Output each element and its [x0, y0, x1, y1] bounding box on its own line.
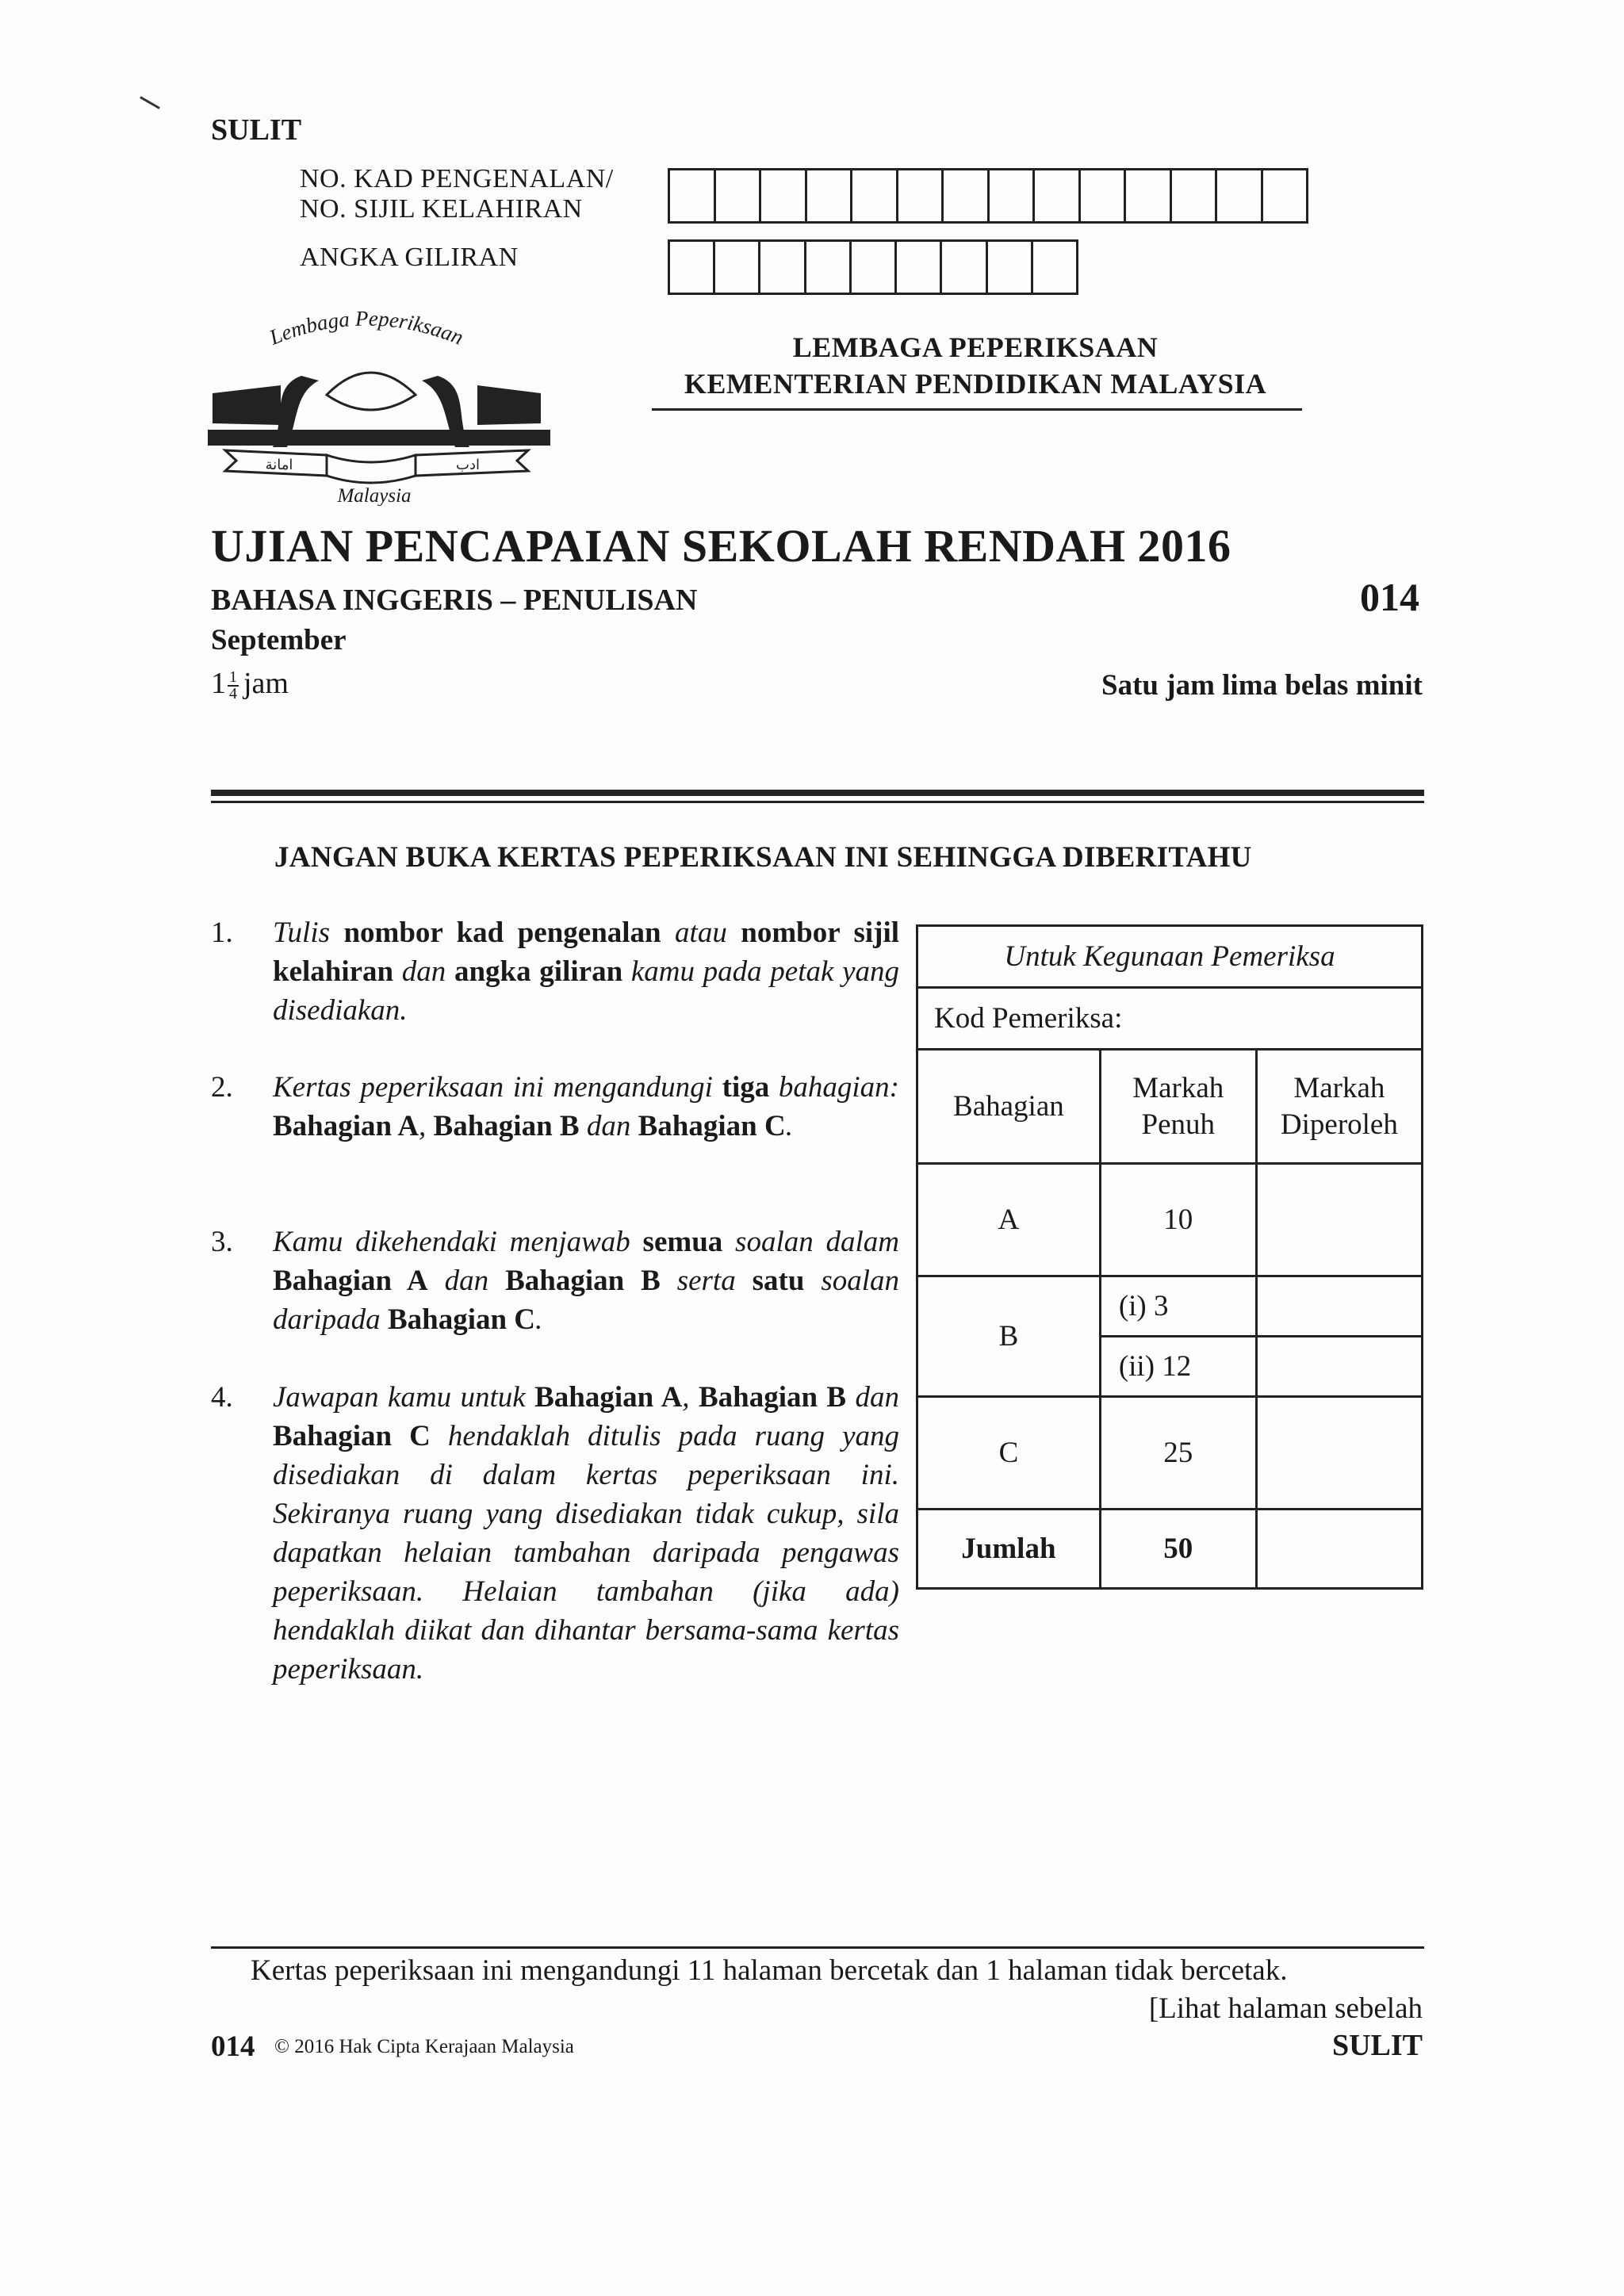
- logo-ribbon-center: [327, 455, 416, 483]
- section-c-label: C: [917, 1397, 1101, 1510]
- index-digit-box[interactable]: [988, 242, 1033, 293]
- instruction-number: 4.: [211, 1381, 233, 1414]
- logo-right-block: [477, 385, 541, 425]
- classification-bottom: SULIT: [1331, 2029, 1423, 2062]
- index-digit-box[interactable]: [1033, 242, 1076, 293]
- do-not-open-warning: JANGAN BUKA KERTAS PEPERIKSAAN INI SEHINGGA DIBERITAHU: [274, 841, 1252, 874]
- footer-divider: [211, 1946, 1424, 1949]
- id-digit-box[interactable]: [1217, 170, 1263, 221]
- examiner-marks-table: [916, 924, 1423, 1590]
- section-a-full-marks: 10: [1100, 1164, 1256, 1276]
- logo-base-bar: [208, 430, 550, 446]
- index-digit-box[interactable]: [760, 242, 806, 293]
- section-b-label: B: [917, 1276, 1101, 1397]
- index-digit-box[interactable]: [806, 242, 852, 293]
- section-a-label: A: [917, 1164, 1101, 1276]
- logo-bottom-text: Malaysia: [337, 485, 412, 506]
- logo-ribbon-left-text: امانة: [265, 457, 293, 473]
- duration-whole: 1: [211, 667, 226, 700]
- id-digit-box[interactable]: [898, 170, 944, 221]
- section-b-i-marks-obtained[interactable]: [1256, 1276, 1422, 1337]
- exam-board-logo: [208, 300, 557, 506]
- duration-numerator: 1: [229, 668, 237, 687]
- table-title: Untuk Kegunaan Pemeriksa: [917, 926, 1423, 988]
- id-digit-box[interactable]: [1263, 170, 1307, 221]
- col-header-section: Bahagian: [917, 1050, 1101, 1164]
- id-digit-box[interactable]: [807, 170, 853, 221]
- index-digit-box[interactable]: [942, 242, 987, 293]
- exam-duration: [211, 666, 289, 702]
- classification-top: SULIT: [211, 113, 302, 147]
- exam-title: UJIAN PENCAPAIAN SEKOLAH RENDAH 2016: [211, 520, 1231, 572]
- id-digit-box[interactable]: [944, 170, 990, 221]
- exam-board-line2: KEMENTERIAN PENDIDIKAN MALAYSIA: [684, 367, 1267, 400]
- exam-board-underline: [652, 408, 1302, 411]
- header-divider-thick: [211, 790, 1424, 796]
- index-number-label: ANGKA GILIRAN: [300, 243, 519, 272]
- id-digit-box[interactable]: [670, 170, 716, 221]
- logo-ribbon-right-text: ادب: [456, 457, 480, 473]
- total-full-marks: 50: [1100, 1510, 1256, 1589]
- paper-code: 014: [1360, 575, 1419, 619]
- scan-corner-mark: [140, 96, 160, 109]
- id-digit-box[interactable]: [761, 170, 807, 221]
- exam-month: September: [211, 624, 347, 656]
- page-count-note: Kertas peperiksaan ini mengandungi 11 halaman bercetak dan 1 halaman tidak bercetak.: [251, 1954, 1288, 1987]
- instruction-text: Tulis nombor kad pengenalan atau nombor sijil kelahiran dan angka giliran kamu pada petak yang disediakan.: [273, 916, 900, 1027]
- id-digit-box[interactable]: [1126, 170, 1172, 221]
- instruction-text: Kamu dikehendaki menjawab semua soalan dalam Bahagian A dan Bahagian B serta satu soalan daripada Bahagian C.: [273, 1226, 900, 1336]
- copyright-notice: © 2016 Hak Cipta Kerajaan Malaysia: [274, 2036, 574, 2057]
- index-digit-box[interactable]: [852, 242, 897, 293]
- see-next-page-note: [Lihat halaman sebelah: [1148, 1992, 1423, 2025]
- section-b-i-full-marks: (i) 3: [1100, 1276, 1256, 1337]
- logo-arc-text: Lembaga Peperiksaan: [266, 306, 467, 350]
- exam-board-name: [650, 330, 1300, 402]
- section-b-ii-marks-obtained[interactable]: [1256, 1337, 1422, 1397]
- instruction-number: 2.: [211, 1071, 233, 1104]
- section-b-ii-full-marks: (ii) 12: [1100, 1337, 1256, 1397]
- logo-center-emblem: [327, 373, 416, 410]
- duration-denominator: 4: [229, 685, 237, 703]
- id-digit-box[interactable]: [990, 170, 1036, 221]
- section-c-marks-obtained[interactable]: [1256, 1397, 1422, 1510]
- instruction-number: 1.: [211, 916, 233, 949]
- col-header-marks-obtained: Markah Diperoleh: [1256, 1050, 1422, 1164]
- index-digit-box[interactable]: [715, 242, 760, 293]
- exam-board-line1: LEMBAGA PEPERIKSAAN: [792, 331, 1159, 363]
- id-digit-box[interactable]: [1081, 170, 1127, 221]
- footer-paper-code: 014: [211, 2030, 255, 2063]
- index-digit-box[interactable]: [897, 242, 942, 293]
- instruction-number: 3.: [211, 1226, 233, 1258]
- index-number-input-boxes[interactable]: [668, 239, 1078, 295]
- duration-fraction: [228, 670, 239, 702]
- duration-in-words: Satu jam lima belas minit: [1101, 669, 1423, 702]
- col-header-full-marks: Markah Penuh: [1100, 1050, 1256, 1164]
- instruction-text: Jawapan kamu untuk Bahagian A, Bahagian B dan Bahagian C hendaklah ditulis pada ruang yang disediakan di dalam kertas peperiksaan ini. Sekiranya ruang yang disediakan tidak cukup, sila dapatkan helaian tambahan daripada pengawas peperiksaan. Helaian tambahan (jika ada) hendaklah diikat dan dihantar bersama-sama kertas peperiksaan.: [273, 1381, 900, 1686]
- id-digit-box[interactable]: [1035, 170, 1081, 221]
- header-divider-thin: [211, 801, 1424, 803]
- total-label: Jumlah: [917, 1510, 1101, 1589]
- id-number-label-line2: NO. SIJIL KELAHIRAN: [300, 194, 583, 224]
- instruction-text: Kertas peperiksaan ini mengandungi tiga bahagian: Bahagian A, Bahagian B dan Bahagian C.: [273, 1071, 899, 1142]
- total-marks-obtained[interactable]: [1256, 1510, 1422, 1589]
- id-digit-box[interactable]: [852, 170, 898, 221]
- section-c-full-marks: 25: [1100, 1397, 1256, 1510]
- duration-unit: jam: [243, 667, 289, 700]
- id-number-input-boxes[interactable]: [668, 168, 1308, 224]
- id-number-label-line1: NO. KAD PENGENALAN/: [300, 164, 614, 193]
- id-digit-box[interactable]: [1172, 170, 1218, 221]
- logo-left-block: [213, 385, 281, 425]
- id-digit-box[interactable]: [716, 170, 762, 221]
- paper-name: BAHASA INGGERIS – PENULISAN: [211, 584, 698, 617]
- examiner-code-cell[interactable]: Kod Pemeriksa:: [917, 988, 1423, 1050]
- section-a-marks-obtained[interactable]: [1256, 1164, 1422, 1276]
- index-digit-box[interactable]: [670, 242, 715, 293]
